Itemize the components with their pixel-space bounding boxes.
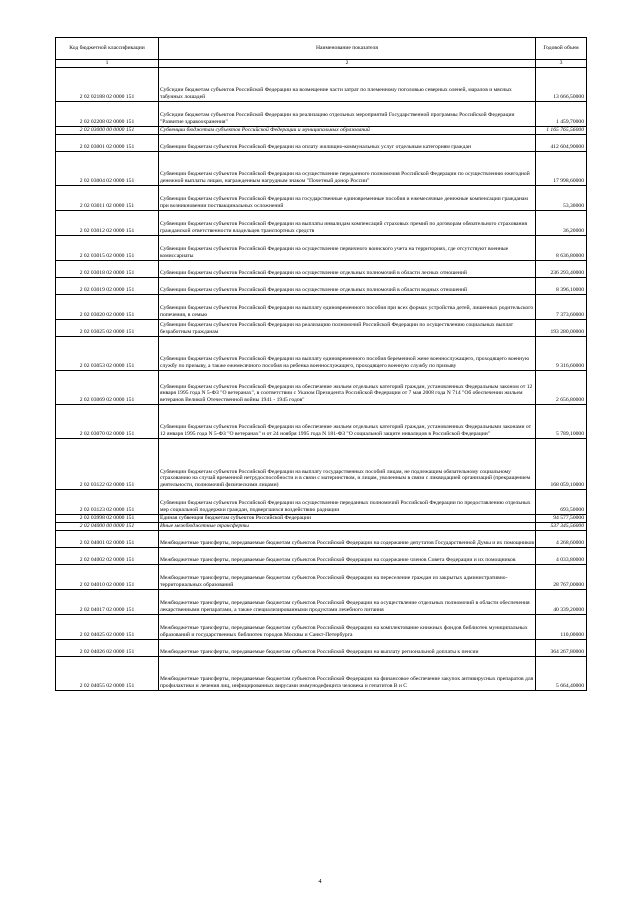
row-name: Межбюджетные трансферты, передаваемые бюджетам субъектов Российской Федерации на переселение граждан из закрытых административно-территориальных образований xyxy=(159,565,536,590)
row-amount: 5 789,10000 xyxy=(536,405,587,439)
header-amount: Годовой объем xyxy=(536,38,587,60)
row-code: 2 02 04026 02 0000 151 xyxy=(56,640,159,657)
row-name: Субсидии бюджетам субъектов Российской Федерации на возмещение части затрат по племенному поголовью северных оленей, маралов и мясных табунных лошадей xyxy=(159,68,536,102)
table-row xyxy=(56,405,587,439)
row-name: Субвенции бюджетам субъектов Российской Федерации на государственные единовременные пособия и ежемесячные денежные компенсации гражданам при возникновении поствакцинальных осложнений xyxy=(159,186,536,211)
row-name: Единая субвенция бюджетам субъектов Российской Федерации xyxy=(159,515,536,523)
row-name: Субвенции бюджетам субъектов Российской Федерации на выплату единовременного пособия при всех формах устройства детей, лишенных родительского попечения, в семью xyxy=(159,295,536,320)
table-row xyxy=(56,320,587,337)
table-row xyxy=(56,590,587,615)
table-row xyxy=(56,278,587,295)
row-name: Субвенции бюджетам субъектов Российской Федерации на выплату единовременного пособия беременной жене военнослужащего, проходящего военную службу по призыву, а также ежемесячного пособия на ребенка военнослужащего, проходящего военную службу по призыву xyxy=(159,337,536,371)
row-code: 2 02 03020 02 0000 151 xyxy=(56,295,159,320)
row-name: Межбюджетные трансферты, передаваемые бюджетам субъектов Российской Федерации на содержание депутатов Государственной Думы и их помощников xyxy=(159,531,536,548)
row-code: 2 02 03070 02 0000 151 xyxy=(56,405,159,439)
row-amount: 17 998,60000 xyxy=(536,152,587,186)
table-row xyxy=(56,490,587,515)
row-code: 2 02 03123 02 0000 151 xyxy=(56,490,159,515)
row-code: 2 02 03000 00 0000 151 xyxy=(56,127,159,135)
row-name: Субвенции бюджетам субъектов Российской Федерации на оплату жилищно-коммунальных услуг отдельным категориям граждан xyxy=(159,135,536,152)
row-amount: 168 059,10000 xyxy=(536,439,587,490)
table-row xyxy=(56,515,587,523)
table-row xyxy=(56,102,587,127)
table-row xyxy=(56,127,587,135)
row-amount: 53,30000 xyxy=(536,186,587,211)
table-row xyxy=(56,236,587,261)
table-row xyxy=(56,186,587,211)
row-name: Субвенции бюджетам субъектов Российской Федерации на осуществление отдельных полномочий в области лесных отношений xyxy=(159,261,536,278)
table-row xyxy=(56,657,587,691)
row-name: Субвенции бюджетам субъектов Российской Федерации на обеспечение жильем отдельных категорий граждан, установленных Федеральным законом от 12 января 1995 года N 5-ФЗ "О ветеранах", в соответствии с Указом Президента Российской Федерации от 7 мая 2008 года N 714 "Об обеспечении жильем ветеранов Великой Отечественной войны 1941 - 1945 годов" xyxy=(159,371,536,405)
row-amount: 1 165 765,56000 xyxy=(536,127,587,135)
table-row xyxy=(56,68,587,102)
header-code: Код бюджетной классификации xyxy=(56,38,159,60)
row-amount: 193 280,00000 xyxy=(536,320,587,337)
row-code: 2 02 03001 02 0000 151 xyxy=(56,135,159,152)
row-name: Межбюджетные трансферты, передаваемые бюджетам субъектов Российской Федерации на содержание членов Совета Федерации и их помощников xyxy=(159,548,536,565)
row-name: Субвенции бюджетам субъектов Российской Федерации на осуществление переданных полномочий Российской Федерации по предоставлению отдельных мер социальной поддержки граждан, подвергшихся воздействию радиации xyxy=(159,490,536,515)
row-amount: 28 767,00000 xyxy=(536,565,587,590)
table-row xyxy=(56,640,587,657)
table-row xyxy=(56,371,587,405)
table-row xyxy=(56,135,587,152)
column-number-1: 1 xyxy=(56,60,159,68)
row-code: 2 02 04010 02 0000 151 xyxy=(56,565,159,590)
row-amount: 412 604,90000 xyxy=(536,135,587,152)
row-name: Субвенции бюджетам субъектов Российской Федерации на осуществление переданного полномочия Российской Федерации по осуществлению ежегодной денежной выплаты лицам, награжденным нагрудным знаком "Почетный донор России" xyxy=(159,152,536,186)
row-amount: 537 345,56000 xyxy=(536,523,587,531)
row-code: 2 02 02208 02 0000 151 xyxy=(56,102,159,127)
column-number-3: 3 xyxy=(536,60,587,68)
row-name: Субвенции бюджетам субъектов Российской Федерации на выплату государственных пособий лицам, не подлежащим обязательному социальному страхованию на случай временной нетрудоспособности и в связи с материнством, и лицам, уволенным в связи с ликвидацией организаций (прекращением деятельности, полномочий физическими лицами) xyxy=(159,439,536,490)
row-code: 2 02 04001 02 0000 151 xyxy=(56,531,159,548)
table-row xyxy=(56,439,587,490)
row-amount: 13 666,50000 xyxy=(536,68,587,102)
row-code: 2 02 03011 02 0000 151 xyxy=(56,186,159,211)
row-name: Межбюджетные трансферты, передаваемые бюджетам субъектов Российской Федерации на выплату региональной доплаты к пенсии xyxy=(159,640,536,657)
row-amount: 236 293,40000 xyxy=(536,261,587,278)
row-amount: 40 339,20000 xyxy=(536,590,587,615)
row-amount: 8 396,10000 xyxy=(536,278,587,295)
row-amount: 693,50000 xyxy=(536,490,587,515)
row-name: Субвенции бюджетам субъектов Российской Федерации на обеспечение жильем отдельных категорий граждан, установленных Федеральными законами от 12 января 1995 года N 5-ФЗ "О ветеранах" и от 24 ноября 1995 года N 181-ФЗ "О социальной защите инвалидов в Российской Федерации" xyxy=(159,405,536,439)
row-code: 2 02 03019 02 0000 151 xyxy=(56,278,159,295)
column-number-row xyxy=(56,60,587,68)
row-amount: 364 267,80000 xyxy=(536,640,587,657)
row-name: Субвенции бюджетам субъектов Российской Федерации и муниципальных образований xyxy=(159,127,536,135)
row-code: 2 02 03012 02 0000 151 xyxy=(56,211,159,236)
table-row xyxy=(56,295,587,320)
header-name: Наименование показателя xyxy=(159,38,536,60)
budget-table xyxy=(55,37,587,691)
row-code: 2 02 04000 00 0000 151 xyxy=(56,523,159,531)
row-code: 2 02 03053 02 0000 151 xyxy=(56,337,159,371)
row-name: Субвенции бюджетам субъектов Российской Федерации на осуществление отдельных полномочий в области водных отношений xyxy=(159,278,536,295)
table-row xyxy=(56,523,587,531)
row-name: Субвенции бюджетам субъектов Российской Федерации на реализацию полномочий Российской Федерации по осуществлению социальных выплат безработным гражданам xyxy=(159,320,536,337)
row-code: 2 02 03069 02 0000 151 xyxy=(56,371,159,405)
row-name: Субсидии бюджетам субъектов Российской Федерации на реализацию отдельных мероприятий Государственной программы Российской Федерации "Развитие здравоохранения" xyxy=(159,102,536,127)
row-amount: 4 268,60000 xyxy=(536,531,587,548)
column-number-2: 2 xyxy=(159,60,536,68)
row-amount: 9 316,60000 xyxy=(536,337,587,371)
budget-table-sheet xyxy=(55,37,586,691)
row-amount: 36,20000 xyxy=(536,211,587,236)
row-amount: 7 373,60000 xyxy=(536,295,587,320)
row-code: 2 02 03025 02 0000 151 xyxy=(56,320,159,337)
row-code: 2 02 03018 02 0000 151 xyxy=(56,261,159,278)
row-amount: 2 656,80000 xyxy=(536,371,587,405)
row-amount: 110,00000 xyxy=(536,615,587,640)
table-row xyxy=(56,261,587,278)
row-code: 2 02 04025 02 0000 151 xyxy=(56,615,159,640)
row-code: 2 02 02188 02 0000 151 xyxy=(56,68,159,102)
row-name: Субвенции бюджетам субъектов Российской Федерации на выплаты инвалидам компенсаций страховых премий по договорам обязательного страхования гражданской ответственности владельцев транспортных средств xyxy=(159,211,536,236)
row-code: 2 02 04017 02 0000 151 xyxy=(56,590,159,615)
table-row xyxy=(56,615,587,640)
row-amount: 8 636,80000 xyxy=(536,236,587,261)
row-code: 2 02 04002 02 0000 151 xyxy=(56,548,159,565)
row-code: 2 02 03004 02 0000 151 xyxy=(56,152,159,186)
table-row xyxy=(56,152,587,186)
table-row xyxy=(56,337,587,371)
row-name: Иные межбюджетные трансферты xyxy=(159,523,536,531)
row-amount: 1 459,70000 xyxy=(536,102,587,127)
table-row xyxy=(56,531,587,548)
row-amount: 94 577,50000 xyxy=(536,515,587,523)
row-name: Межбюджетные трансферты, передаваемые бюджетам субъектов Российской Федерации на комплектование книжных фондов библиотек муниципальных образований и государственных библиотек городов Москвы и Санкт-Петербурга xyxy=(159,615,536,640)
row-name: Межбюджетные трансферты, передаваемые бюджетам субъектов Российской Федерации на осуществление отдельных полномочий в области обеспечения лекарственными препаратами, а также специализированными продуктами лечебного питания xyxy=(159,590,536,615)
row-code: 2 02 03998 02 0000 151 xyxy=(56,515,159,523)
table-row xyxy=(56,565,587,590)
row-amount: 5 664,40000 xyxy=(536,657,587,691)
row-name: Межбюджетные трансферты, передаваемые бюджетам субъектов Российской Федерации на финансовое обеспечение закупок антивирусных препаратов для профилактики и лечения лиц, инфицированных вирусами иммунодефицита человека и гепатитов B и C xyxy=(159,657,536,691)
row-code: 2 02 04055 02 0000 151 xyxy=(56,657,159,691)
row-code: 2 02 03122 02 0000 151 xyxy=(56,439,159,490)
table-row xyxy=(56,548,587,565)
table-header-row xyxy=(56,38,587,60)
table-row xyxy=(56,211,587,236)
row-name: Субвенции бюджетам субъектов Российской Федерации на осуществление первичного воинского учета на территориях, где отсутствуют военные комиссариаты xyxy=(159,236,536,261)
row-code: 2 02 03015 02 0000 151 xyxy=(56,236,159,261)
row-amount: 4 033,80000 xyxy=(536,548,587,565)
page-number: 4 xyxy=(318,878,322,885)
